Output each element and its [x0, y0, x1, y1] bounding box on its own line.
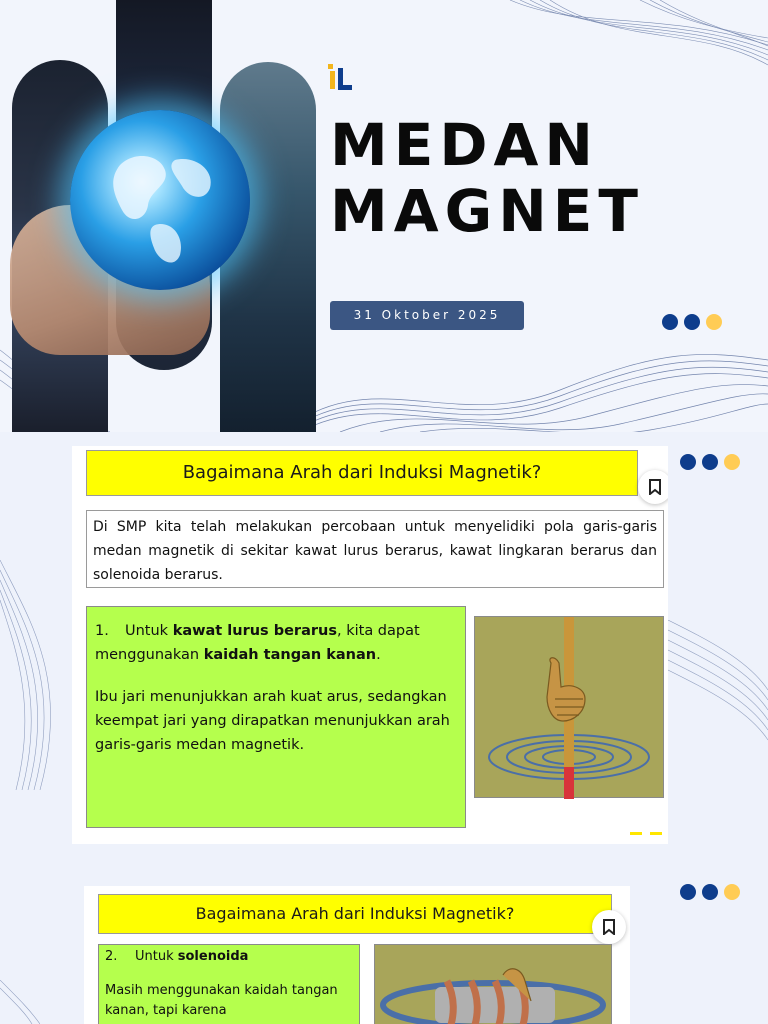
- solenoid-diagram: [374, 944, 612, 1024]
- rule-item: [95, 619, 457, 667]
- right-hand-rule-diagram: [474, 616, 664, 798]
- rule-explanation: Ibu jari menunjukkan arah kuat arus, sedangkan keempat jari yang dirapatkan menunjukkan arah garis-garis medan magnetik.: [95, 689, 450, 753]
- page-title: [330, 112, 644, 244]
- decor-dot: [680, 884, 696, 900]
- bookmark-button[interactable]: [638, 470, 668, 504]
- decor-dot: [684, 314, 700, 330]
- decor-dot: [662, 314, 678, 330]
- slide-1: [72, 446, 668, 844]
- slide-2: [84, 886, 630, 1024]
- title-line-2: MAGNET: [330, 177, 644, 245]
- item-bold-rule: kaidah tangan kanan: [203, 647, 377, 663]
- decor-dot: [724, 884, 740, 900]
- brand-logo-icon: [328, 62, 354, 92]
- decor-dots-slide1: [680, 454, 740, 470]
- item-text-pre: Untuk: [125, 623, 173, 639]
- item-text-end: .: [376, 647, 381, 663]
- bookmark-icon: [602, 919, 616, 935]
- date-badge: 31 Oktober 2025: [330, 301, 524, 330]
- globe-icon: [70, 110, 250, 290]
- decor-dot: [702, 454, 718, 470]
- slide-1-rule-panel: [86, 606, 466, 828]
- item-bold-solenoid: solenoida: [177, 949, 249, 964]
- wave-bottom: [300, 330, 768, 432]
- bookmark-icon: [648, 479, 662, 495]
- slide-2-rule-panel: [98, 944, 360, 1024]
- title-slide: [0, 0, 768, 432]
- slide-footer-mark: [630, 832, 642, 835]
- wave-top-right: [500, 0, 768, 70]
- decor-dots-slide2: [680, 884, 740, 900]
- rule-item: [105, 947, 353, 967]
- decor-dot: [706, 314, 722, 330]
- decor-dot: [702, 884, 718, 900]
- item-bold-wire: kawat lurus berarus: [172, 623, 337, 639]
- item-number: 1.: [95, 623, 109, 639]
- slide-2-heading: Bagaimana Arah dari Induksi Magnetik?: [98, 894, 612, 934]
- item-text-mid: , kita dapat menggunakan: [95, 623, 420, 663]
- title-line-1: MEDAN: [330, 111, 599, 179]
- wave-mid-left: [0, 560, 72, 790]
- wave-mid-right: [668, 620, 768, 780]
- item-text-pre: Untuk: [135, 949, 178, 964]
- rule-explanation: Masih menggunakan kaidah tangan kanan, tapi karena: [105, 983, 338, 1018]
- slide-1-intro: Di SMP kita telah melakukan percobaan untuk menyelidiki pola garis-garis medan magnetik di sekitar kawat lurus berarus, kawat lingkaran berarus dan solenoida berarus.: [86, 510, 664, 588]
- decor-dots-hero: [662, 314, 722, 330]
- bookmark-button[interactable]: [592, 910, 626, 944]
- wave-bottom-left: [0, 980, 40, 1024]
- decor-dot: [680, 454, 696, 470]
- slide-footer-mark: [650, 832, 662, 835]
- decor-dot: [724, 454, 740, 470]
- slide-1-heading: Bagaimana Arah dari Induksi Magnetik?: [86, 450, 638, 496]
- item-number: 2.: [105, 949, 118, 964]
